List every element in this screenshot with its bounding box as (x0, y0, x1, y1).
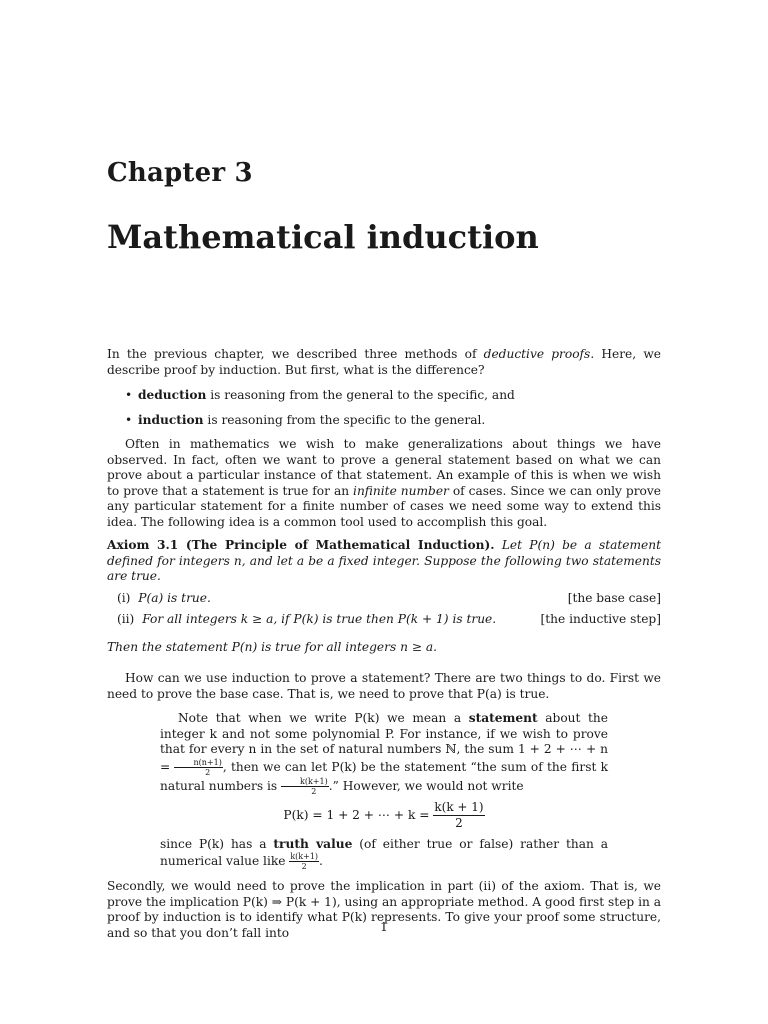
paragraph-base-case: How can we use induction to prove a statement? There are two things to do. First we need to prove the base case. That is, we need to prove that P(a) is true. (107, 671, 661, 701)
axiom-heading: Axiom 3.1 (The Principle of Mathematical Induction). (107, 538, 495, 552)
axiom-block (107, 538, 661, 655)
paragraph-implication: Secondly, we would need to prove the implication in part (ii) of the axiom. That is, we prove the implication P(k) ⇒ P(k + 1), using an appropriate method. A good first step in a proof by induction is to identify what P(k) represents. To give your proof some structure, and so that you don’t fall into (107, 879, 661, 940)
case-tag: [the base case] (567, 590, 661, 605)
note-block: Note that when we write P(k) we mean a statement about the integer k and not some polynomial P. For instance, if we wish to prove that for every n in the set of natural numbers ℕ, the sum 1 + 2 + ⋯ + n = $\frac{n(n+1)}{2}$ , then we can let P(k) be the statement “the sum of the first k natural numbers is $\frac{k(k+1)}{2}$ .” However, we would not write P(k) = 1 + 2 + ⋯ + k = $\frac{k(k + 1)}{2}$ since P(k) has a truth value (of either true or false) rather than a numerical value like $\frac{k(k+1)}{2}$ . (160, 711, 609, 871)
axiom-case: (i) P(a) is true. [the base case] (117, 590, 661, 605)
chapter-label: Chapter 3 (107, 158, 253, 188)
case-tag: [the inductive step] (540, 612, 661, 626)
emphasis: infinite number (353, 483, 449, 498)
bullet-icon: • (125, 388, 133, 402)
intro-paragraph: In the previous chapter, we described three methods of deductive proofs. Here, we describe proof by induction. But first, what is the difference? (107, 347, 661, 377)
fraction: $\frac{k(k + 1)}{2}$ (434, 799, 484, 830)
list-item: • induction is reasoning from the specific to the general. (125, 412, 486, 427)
emphasis: deductive proofs (483, 347, 591, 361)
body-text (107, 347, 661, 941)
fraction: $\frac{k(k+1)}{2}$ (290, 852, 319, 871)
fraction: $\frac{n(n+1)}{2}$ (174, 758, 222, 777)
document-page (107, 0, 661, 1024)
axiom-cases (107, 591, 661, 628)
display-equation: P(k) = 1 + 2 + ⋯ + k = $\frac{k(k + 1)}{2}$ (283, 799, 484, 830)
fraction: $\frac{k(k+1)}{2}$ (281, 777, 329, 796)
bullet-term: induction (138, 412, 204, 427)
axiom-conclusion: Then the statement P(n) is true for all integers n ≥ a. (107, 639, 438, 654)
bullet-list (107, 388, 661, 428)
page-number: 1 (380, 920, 388, 934)
bullet-term: deduction (138, 388, 207, 402)
bullet-icon: • (125, 412, 133, 427)
axiom-case: (ii) For all integers k ≥ a, if P(k) is true then P(k + 1) is true. [the inductive step] (117, 612, 661, 626)
chapter-title: Mathematical induction (107, 218, 539, 256)
paragraph-generalization: Often in mathematics we wish to make generalizations about things we have observed. In fact, often we want to prove a general statement based on what we can prove about a particular instance of that statement. An example of this is when we wish to prove that a statement is true for an infinite number of cases. Since we can only prove any particular statement for a finite number of cases we need some way to extend this idea. The following idea is a common tool used to accomplish this goal. (107, 437, 661, 529)
axiom-body: Let P(n) be a statement defined for integers n, and let a be a fixed integer. Suppose the following two statements are true. (107, 538, 662, 583)
list-item: • deduction is reasoning from the general to the specific, and (125, 388, 515, 402)
